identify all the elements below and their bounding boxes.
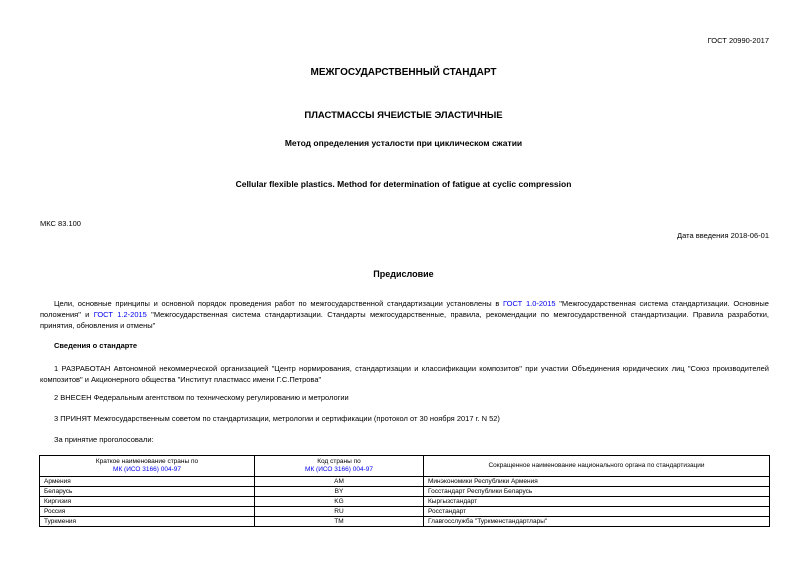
mks-code: МКС 83.100 — [40, 219, 81, 228]
table-row — [40, 497, 770, 507]
body-cell: Главгосслужба "Туркменстандартлары" — [424, 517, 770, 527]
header-country-text: Краткое наименование страны по — [95, 458, 199, 465]
introduced-by-item: 2 ВНЕСЕН Федеральным агентством по техническому регулированию и метрологии — [54, 393, 349, 402]
header-code — [255, 456, 424, 477]
table-header-row — [40, 456, 770, 477]
gost-1-2-link[interactable]: ГОСТ 1.2-2015 — [93, 310, 147, 319]
effective-date: Дата введения 2018-06-01 — [677, 231, 769, 240]
table-row — [40, 507, 770, 517]
foreword-text-c: "Межгосударственная система стандартизации. Стандарты межгосударственные, правила, рекомендации по межгосударственной стандартизации. Правила разработки, принятия, обновления и отмены" — [40, 310, 769, 330]
code-cell: KG — [255, 497, 424, 507]
standard-heading: МЕЖГОСУДАРСТВЕННЫЙ СТАНДАРТ — [310, 67, 497, 78]
developed-by-item: 1 РАЗРАБОТАН Автономной некоммерческой организацией "Центр нормирования, стандартизации и классификации композитов" при участии Объединения юридических лиц "Союз производителей композитов" и Акционерного общества "Институт пластмасс имени Г.С.Петрова" — [40, 364, 769, 384]
body-cell: Кыргызстандарт — [424, 497, 770, 507]
foreword-text-a: Цели, основные принципы и основной порядок проведения работ по межгосударственной стандартизации установлены в — [54, 299, 504, 308]
code-cell: BY — [255, 487, 424, 497]
code-cell: AM — [255, 477, 424, 487]
code-cell: RU — [255, 507, 424, 517]
country-cell: Туркмения — [40, 517, 255, 527]
header-body: Сокращенное наименование национального органа по стандартизации — [424, 456, 770, 477]
country-cell: Киргизия — [40, 497, 255, 507]
iso-3166-link[interactable]: МК (ИСО 3166) 004-97 — [113, 466, 181, 473]
body-cell: Минэкономики Республики Армения — [424, 477, 770, 487]
country-cell: Армения — [40, 477, 255, 487]
table-row — [40, 487, 770, 497]
iso-3166-link[interactable]: МК (ИСО 3166) 004-97 — [305, 466, 373, 473]
document-code: ГОСТ 20990-2017 — [707, 36, 769, 45]
document-subtitle: Метод определения усталости при циклическом сжатии — [284, 138, 523, 148]
document-title: ПЛАСТМАССЫ ЯЧЕИСТЫЕ ЭЛАСТИЧНЫЕ — [304, 110, 503, 121]
country-cell: Беларусь — [40, 487, 255, 497]
document-title-english: Cellular flexible plastics. Method for determination of fatigue at cyclic compression — [235, 179, 572, 189]
header-code-text: Код страны по — [317, 458, 361, 465]
foreword-title: Предисловие — [373, 269, 434, 279]
table-row — [40, 517, 770, 527]
table-row — [40, 477, 770, 487]
standard-info-title: Сведения о стандарте — [54, 341, 138, 350]
adopted-by-item: 3 ПРИНЯТ Межгосударственным советом по стандартизации, метрологии и сертификации (протокол от 30 ноября 2017 г. N 52) — [54, 414, 500, 423]
foreword-text-b: "Межгосударственная система стандартизации. Основные положения" и — [40, 299, 769, 319]
body-cell: Госстандарт Республики Беларусь — [424, 487, 770, 497]
body-cell: Росстандарт — [424, 507, 770, 517]
code-cell: TM — [255, 517, 424, 527]
voting-table — [39, 455, 770, 527]
gost-1-0-link[interactable]: ГОСТ 1.0-2015 — [503, 299, 556, 308]
country-cell: Россия — [40, 507, 255, 517]
foreword-paragraph — [40, 298, 769, 331]
voted-label: За принятие проголосовали: — [54, 435, 154, 444]
header-country — [40, 456, 255, 477]
